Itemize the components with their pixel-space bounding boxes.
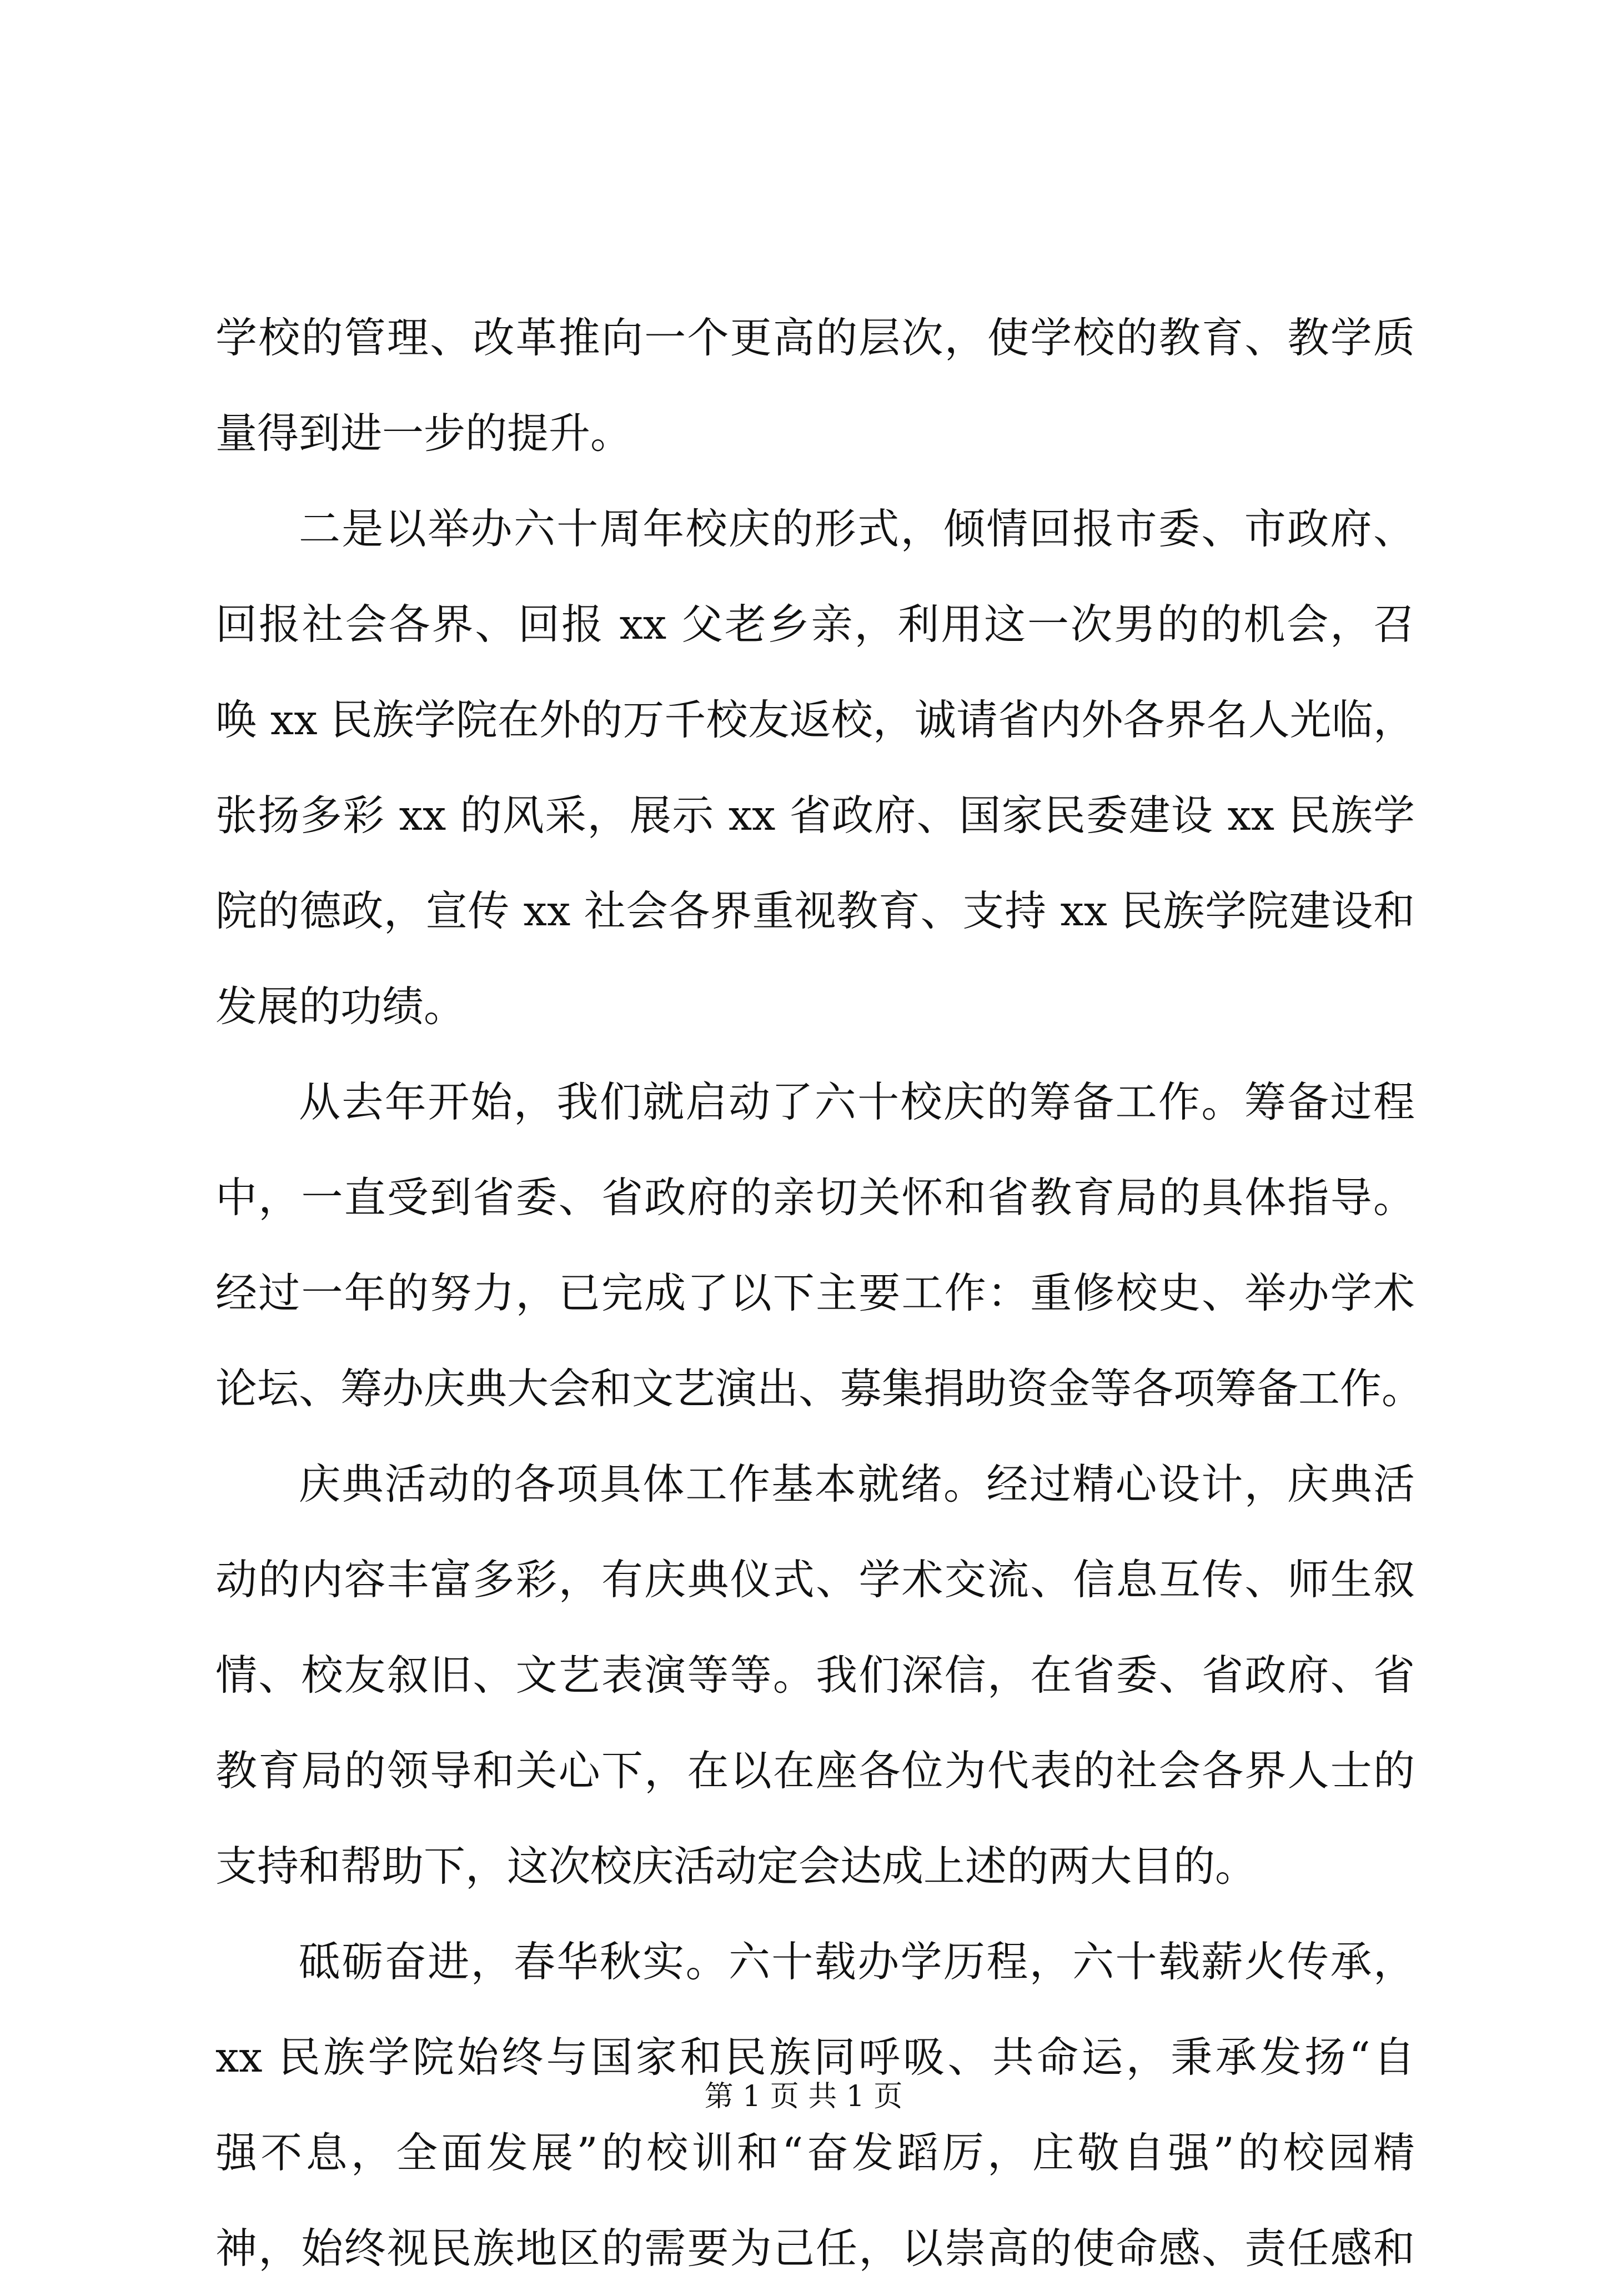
text-line: 动的内容丰富多彩，有庆典仪式、学术交流、信息互传、师生叙 <box>215 1555 1415 1604</box>
text-line: 发展的功绩。 <box>215 982 466 1031</box>
text-line: 院的德政，宣传 xx 社会各界重视教育、支持 xx 民族学院建设和 <box>215 886 1415 935</box>
text-line: 二是以举办六十周年校庆的形式，倾情回报市委、市政府、 <box>299 504 1415 553</box>
page-footer: 第 1 页 共 1 页 <box>704 2080 903 2113</box>
text-line: 经过一年的努力，已完成了以下主要工作：重修校史、举办学术 <box>215 1269 1415 1317</box>
text-line: 学校的管理、改革推向一个更高的层次，使学校的教育、教学质 <box>215 313 1415 362</box>
text-line: 从去年开始，我们就启动了六十校庆的筹备工作。筹备过程 <box>299 1077 1415 1126</box>
body-text <box>215 290 1424 2296</box>
text-line: 支持和帮助下，这次校庆活动定会达成上述的两大目的。 <box>215 1842 1257 1891</box>
text-line: 中，一直受到省委、省政府的亲切关怀和省教育局的具体指导。 <box>215 1173 1415 1222</box>
text-line: 庆典活动的各项具体工作基本就绪。经过精心设计，庆典活 <box>299 1460 1415 1508</box>
text-line: 强不息，全面发展”的校训和“奋发蹈厉，庄敬自强”的校园精 <box>215 2128 1415 2177</box>
text-line: 神，始终视民族地区的需要为己任，以崇高的使命感、责任感和 <box>215 2224 1415 2273</box>
text-line: 唤 xx 民族学院在外的万千校友返校，诚请省内外各界名人光临， <box>215 695 1415 744</box>
text-line: 量得到进一步的提升。 <box>215 409 632 458</box>
text-line: 论坛、筹办庆典大会和文艺演出、募集捐助资金等各项筹备工作。 <box>215 1364 1424 1413</box>
text-line: xx 民族学院始终与国家和民族同呼吸、共命运，秉承发扬“自 <box>215 2033 1415 2082</box>
text-line: 回报社会各界、回报 xx 父老乡亲，利用这一次男的的机会，召 <box>215 600 1415 649</box>
text-line: 砥砺奋进，春华秋实。六十载办学历程，六十载薪火传承， <box>299 1937 1415 1986</box>
text-line: 张扬多彩 xx 的风采，展示 xx 省政府、国家民委建设 xx 民族学 <box>215 791 1415 840</box>
text-line: 情、校友叙旧、文艺表演等等。我们深信，在省委、省政府、省 <box>215 1651 1415 1700</box>
text-line: 教育局的领导和关心下，在以在座各位为代表的社会各界人士的 <box>215 1746 1415 1795</box>
